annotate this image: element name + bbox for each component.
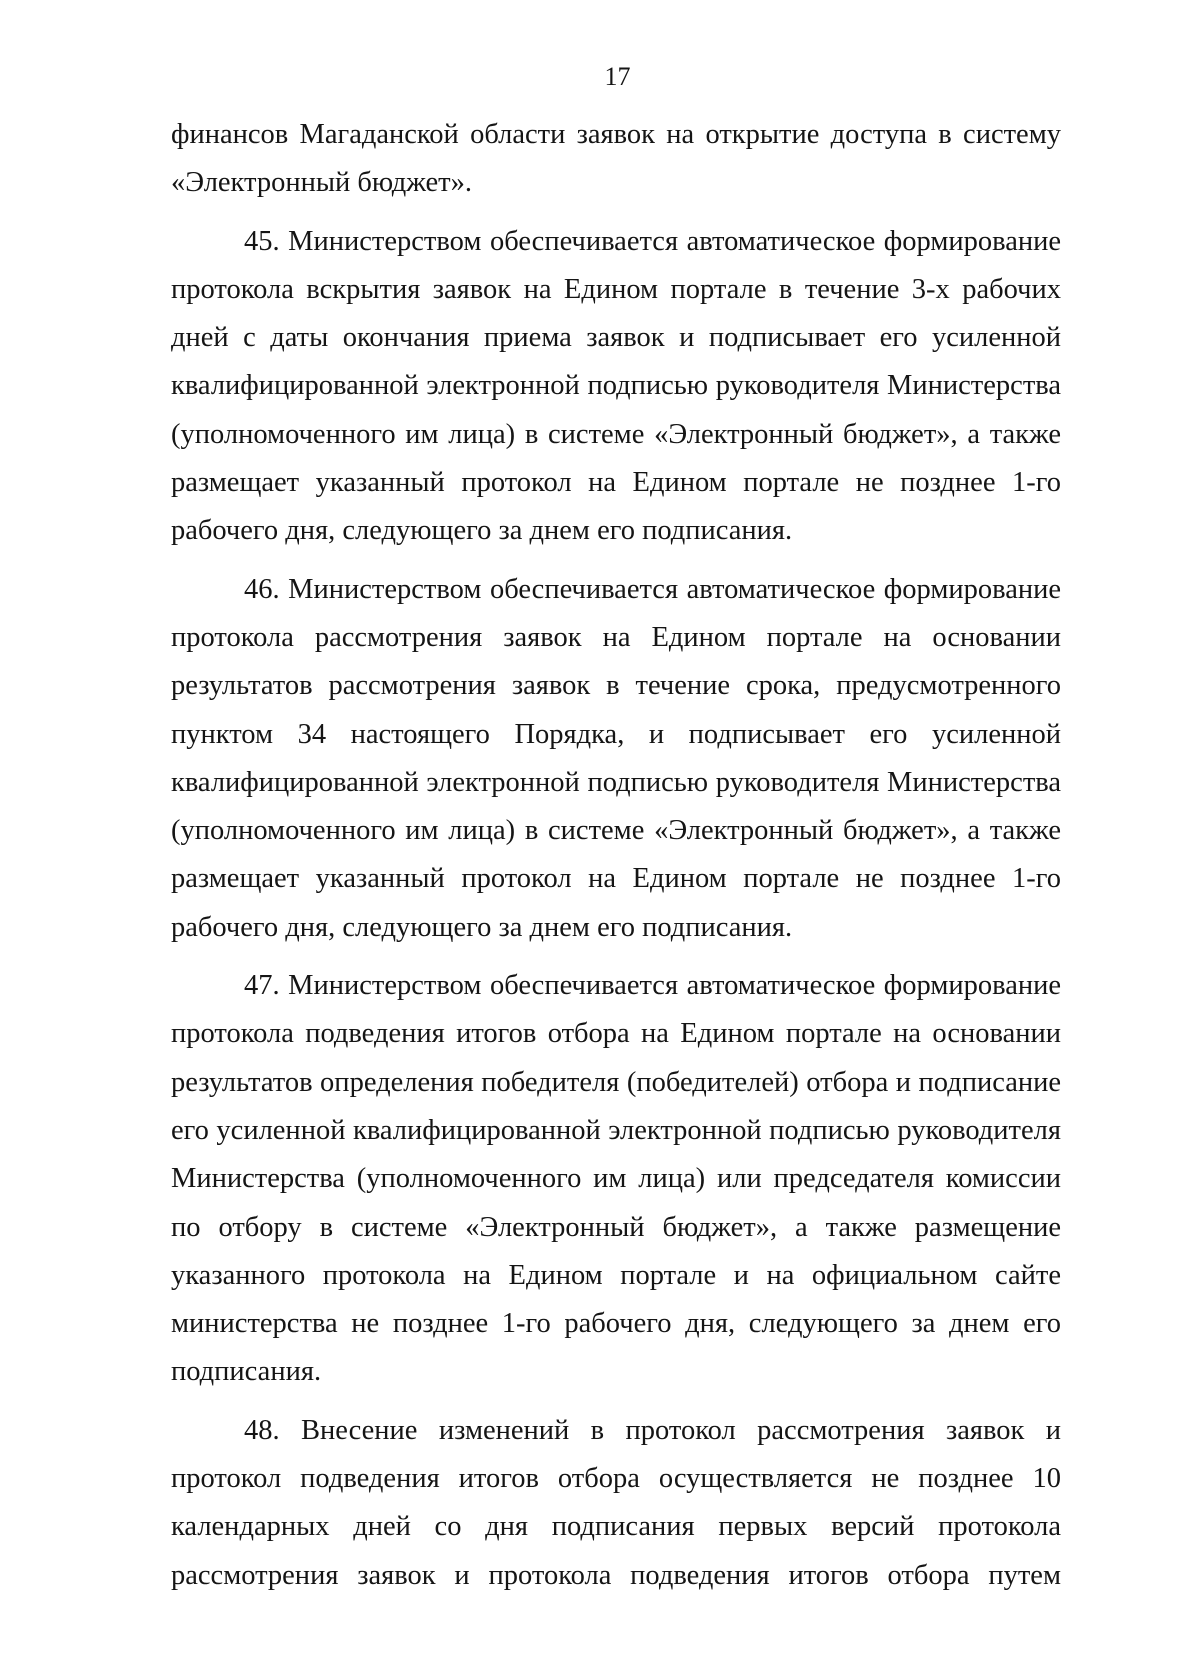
paragraph-48: 48. Внесение изменений в протокол рассмотрения заявок и протокол подведения итогов отбора осуществляется не позднее 10 календарных дней со дня подписания первых версий протокола рассмотрения заявок и протокола подведения итогов отбора путем xyxy=(171,1414,1061,1591)
page-number: 17 xyxy=(604,62,631,91)
document-body xyxy=(171,111,1061,1600)
paragraph-46: 46. Министерством обеспечивается автоматическое формирование протокола рассмотрения заявок на Едином портале на основании результатов рассмотрения заявок в течение срока, предусмотренного пунктом 34 настоящего Порядка, и подписывает его усиленной квалифицированной электронной подписью руководителя Министерства (уполномоченного им лица) в системе «Электронный бюджет», а также размещает указанный протокол на Едином портале не позднее 1-го рабочего дня, следующего за днем его подписания. xyxy=(171,573,1061,943)
paragraph-45: 45. Министерством обеспечивается автоматическое формирование протокола вскрытия заявок на Едином портале в течение 3-х рабочих дней с даты окончания приема заявок и подписывает его усиленной квалифицированной электронной подписью руководителя Министерства (уполномоченного им лица) в системе «Электронный бюджет», а также размещает указанный протокол на Едином портале не позднее 1-го рабочего дня, следующего за днем его подписания. xyxy=(171,225,1061,547)
paragraph-continuation: финансов Магаданской области заявок на открытие доступа в систему «Электронный бюджет». xyxy=(171,119,1061,199)
paragraph-47: 47. Министерством обеспечивается автоматическое формирование протокола подведения итогов отбора на Едином портале на основании результатов определения победителя (победителей) отбора и подписание его усиленной квалифицированной электронной подписью руководителя Министерства (уполномоченного им лица) или председателя комиссии по отбору в системе «Электронный бюджет», а также размещение указанного протокола на Едином портале и на официальном сайте министерства не позднее 1-го рабочего дня, следующего за днем его подписания. xyxy=(171,970,1061,1388)
